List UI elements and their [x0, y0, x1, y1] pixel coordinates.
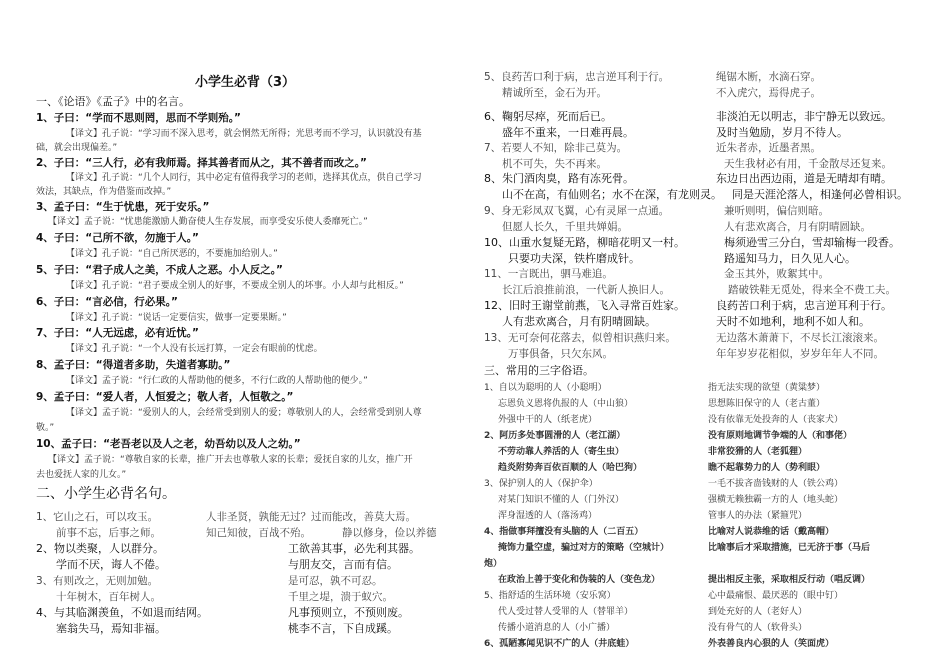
poem-4d: 桃李不言，下自成蹊。: [288, 622, 398, 635]
poem-1e: 静以修身，俭以养德: [342, 527, 437, 539]
saying-2f: 瞧不起靠势力的人（势利眼）: [708, 463, 826, 473]
poem-3b: 是可忍，孰不可忍。: [288, 575, 383, 587]
saying-2a: 2、阿历多处事圆滑的人（老江湖）: [484, 431, 626, 441]
quote-1-translation: 【译文】孔子说：“学习而不深入思考，就会惘然无所得；光思考而不学习，认识就没有基: [66, 129, 422, 139]
pair-9c: 但愿人长久，千里共婵娟。: [502, 221, 628, 233]
pair-8d: 同是天涯沦落人，相逢何必曾相识。: [732, 188, 908, 201]
pair-6c: 盛年不重来，一日难再晨。: [502, 126, 634, 139]
pair-5c: 精诚所至，金石为开。: [502, 87, 607, 99]
pair-10d: 路遥知马力，日久见人心。: [724, 252, 856, 265]
quote-5-translation: 【译文】孔子说：“君子要成全别人的好事，不要成全别人的坏事。小人却与此相反。”: [66, 281, 404, 291]
saying-5d: 到处充好的人（老好人）: [708, 607, 808, 617]
pair-8a: 8、朱门酒肉臭，路有冻死骨。: [484, 172, 634, 185]
saying-1d: 思想陈旧保守的人（老古董）: [708, 399, 826, 409]
saying-3d: 强横无赖独霸一方的人（地头蛇）: [708, 495, 844, 505]
pair-5d: 不入虎穴，焉得虎子。: [716, 87, 821, 99]
quote-2-translation-cont: 效法，其缺点，作为借鉴而改掉。”: [36, 187, 172, 197]
poem-2c: 学而不厌，诲人不倦。: [56, 558, 166, 571]
saying-2b: 没有原则地调节争端的人（和事佬）: [708, 431, 853, 441]
pair-6d: 及时当勉励，岁月不待人。: [716, 126, 848, 139]
saying-3e: 浑身湿透的人（落汤鸡）: [498, 511, 598, 521]
quote-1-translation-cont: 础，就会出现偏差。”: [36, 143, 118, 153]
saying-5a: 5、指舒适的生活环境（安乐窝）: [484, 591, 616, 601]
quote-9-translation: 【译文】孟子说：“爱别人的人，会经常受到别人的爱；尊敬别人的人，会经常受到别人尊: [66, 408, 422, 418]
saying-1c: 忘恩负义恩将仇报的人（中山狼）: [498, 399, 634, 409]
saying-4g: 提出相反主张，采取相反行动（唱反调）: [708, 575, 871, 585]
poem-1c: 前事不忘，后事之师。: [56, 527, 161, 539]
saying-1f: 没有依靠无处投奔的人（丧家犬）: [708, 415, 844, 425]
quote-9: 9、孟子曰：“爱人者，人恒爱之；敬人者，人恒敬之。”: [36, 391, 294, 403]
pair-13d: 年年岁岁花相似，岁岁年年人不同。: [716, 348, 884, 360]
saying-6b: 外表善良内心狠的人（笑面虎）: [708, 639, 835, 649]
poem-1d: 知己知彼，百战不殆。: [206, 527, 311, 539]
poem-4a: 4、与其临渊羡鱼，不如退而结网。: [36, 606, 208, 619]
pair-10c: 只要功夫深，铁杵磨成针。: [508, 252, 640, 265]
saying-4a: 4、指做事拜擅没有头脑的人（二百五）: [484, 527, 644, 537]
saying-1b: 指无法实现的欲望（黄粱梦）: [708, 383, 826, 393]
pair-11d: 踏破铁鞋无觅处，得来全不费工夫。: [728, 284, 896, 296]
quote-3-translation: 【译文】孟子说：“忧患能激励人勤奋使人生存发展，而享受安乐使人委靡死亡。”: [48, 217, 368, 227]
saying-1a: 1、自以为聪明的人（小聪明）: [484, 383, 607, 393]
pair-11c: 长江后浪推前浪，一代新人换旧人。: [502, 284, 670, 296]
pair-7d: 天生我材必有用，千金散尽还复来。: [724, 158, 892, 170]
pair-12d: 天时不如地利，地利不如人和。: [716, 315, 870, 328]
section2-heading: 二、小学生必背名句。: [36, 486, 176, 502]
section1-heading: 一、《论语》《孟子》中的名言。: [36, 95, 190, 108]
saying-4e: 炮）: [484, 559, 503, 569]
saying-2d: 非常狡猾的人（老狐狸）: [708, 447, 808, 457]
saying-5c: 代人受过替人受罪的人（替罪羊）: [498, 607, 634, 617]
poem-1b: 人非圣贤，孰能无过？过而能改，善莫大焉。: [206, 511, 416, 523]
quote-1: 1、子曰：“学而不思则罔，思而不学则殆。”: [36, 112, 241, 124]
quote-9-translation-cont: 敬。”: [36, 423, 55, 433]
poem-3d: 千里之堤，溃于蚁穴。: [288, 591, 393, 603]
saying-3a: 3、保护别人的人（保护伞）: [484, 479, 598, 489]
pair-8b: 东边日出西边雨，道是无晴却有晴。: [716, 172, 892, 185]
pair-10b: 梅须逊雪三分白，雪却输梅一段香。: [724, 236, 900, 249]
saying-3c: 对某门知识不懂的人（门外汉）: [498, 495, 625, 505]
quote-5: 5、子曰：“君子成人之美，不成人之恶。小人反之。”: [36, 264, 283, 276]
quote-7-translation: 【译文】孔子说：“一个人没有长远打算，一定会有眼前的忧虑。: [66, 344, 323, 354]
quote-10-translation: 【译文】孟子说：“尊敬自家的长辈，推广开去也尊敬人家的长辈；爱抚自家的儿女，推广开: [48, 455, 413, 465]
quote-2: 2、子曰：“三人行，必有我师焉。择其善者而从之，其不善者而改之。”: [36, 157, 367, 169]
saying-4d: 比喻事后才采取措施，已无济于事（马后: [708, 543, 871, 553]
saying-1e: 外强中干的人（纸老虎）: [498, 415, 598, 425]
pair-9b: 兼听则明，偏信则暗。: [724, 205, 829, 217]
poem-2a: 2、物以类聚，人以群分。: [36, 542, 164, 555]
saying-4f: 在政治上善于变化和伪装的人（变色龙）: [498, 575, 661, 585]
pair-5b: 绳锯木断，水滴石穿。: [716, 71, 821, 83]
pair-6a: 6、鞠躬尽瘁，死而后已。: [484, 110, 612, 123]
saying-5e: 传播小道消息的人（小广播）: [498, 623, 616, 633]
pair-12a: 12、旧时王谢堂前燕，飞入寻常百姓家。: [484, 299, 685, 312]
quote-3: 3、孟子曰：“生于忧患，死于安乐。”: [36, 201, 210, 213]
saying-2e: 趋炎附势奔百依百顺的人（哈巴狗）: [498, 463, 643, 473]
pair-8c: 山不在高，有仙则名；水不在深，有龙则灵。: [502, 188, 722, 201]
quote-6: 6、子曰：“言必信，行必果。”: [36, 296, 178, 308]
pair-13b: 无边落木萧萧下，不尽长江滚滚来。: [716, 332, 884, 344]
pair-11a: 11、一言既出，驷马难追。: [484, 268, 613, 280]
pair-12b: 良药苦口利于病，忠言逆耳利于行。: [716, 299, 892, 312]
quote-4-translation: 【译文】孔子说：“自己所厌恶的，不要施加给别人。”: [66, 249, 278, 259]
poem-2b: 工欲善其事，必先利其器。: [288, 542, 420, 555]
pair-11b: 金玉其外，败絮其中。: [724, 268, 829, 280]
saying-6a: 6、孤陋寡闻见识不广的人（井底蛙）: [484, 639, 635, 649]
saying-5b: 心中最痛恨、最厌恶的（眼中钉）: [708, 591, 844, 601]
quote-8-translation: 【译文】孟子说：“行仁政的人帮助他的便多，不行仁政的人帮助他的便少。”: [66, 376, 368, 386]
saying-3f: 管事人的办法（紧箍咒）: [708, 511, 808, 521]
saying-4b: 比喻对人说恭维的话（戴高帽）: [708, 527, 835, 537]
quote-10-translation-cont: 去也爱抚人家的儿女。”: [36, 470, 127, 480]
poem-3c: 十年树木，百年树人。: [56, 591, 161, 603]
poem-2d: 与朋友交，言而有信。: [288, 558, 398, 571]
quote-7: 7、子曰：“人无远虑，必有近忧。”: [36, 327, 199, 339]
saying-5f: 没有骨气的人（软骨头）: [708, 623, 808, 633]
pair-9d: 人有悲欢离合，月有阴晴圆缺。: [724, 221, 871, 233]
section3-heading: 三、常用的三字俗语。: [484, 364, 594, 377]
page-title: 小学生必背（3）: [195, 75, 296, 90]
pair-5a: 5、良药苦口利于病，忠言逆耳利于行。: [484, 71, 670, 83]
saying-4c: 掩饰力量空虚，骗过对方的策略（空城计）: [498, 543, 670, 553]
quote-6-translation: 【译文】孔子说：“说话一定要信实，做事一定要果断。”: [66, 313, 287, 323]
saying-2c: 不劳动靠人养活的人（寄生虫）: [498, 447, 625, 457]
pair-7a: 7、若要人不知，除非己莫为。: [484, 142, 628, 154]
quote-10: 10、孟子曰：“老吾老以及人之老，幼吾幼以及人之幼。”: [36, 438, 301, 450]
pair-7c: 机不可失，失不再来。: [502, 158, 607, 170]
pair-13a: 13、无可奈何花落去，似曾相识燕归来。: [484, 332, 676, 344]
pair-6b: 非淡泊无以明志，非宁静无以致远。: [716, 110, 892, 123]
saying-3b: 一毛不拔吝啬钱财的人（铁公鸡）: [708, 479, 844, 489]
pair-9a: 9、身无彩凤双飞翼，心有灵犀一点通。: [484, 205, 670, 217]
poem-4c: 塞翁失马，焉知非福。: [56, 622, 166, 635]
poem-1a: 1、它山之石，可以攻玉。: [36, 511, 159, 523]
poem-3a: 3、有则改之，无则加勉。: [36, 575, 159, 587]
pair-12c: 人有悲欢离合，月有阴晴圆缺。: [502, 315, 656, 328]
pair-7b: 近朱者赤，近墨者黑。: [716, 142, 821, 154]
pair-10a: 10、山重水复疑无路，柳暗花明又一村。: [484, 236, 685, 249]
poem-4b: 凡事预则立，不预则废。: [288, 606, 409, 619]
quote-8: 8、孟子曰：“得道者多助，失道者寡助。”: [36, 359, 231, 371]
quote-4: 4、子曰：“己所不欲，勿施于人。”: [36, 232, 199, 244]
quote-2-translation: 【译文】孔子说：“几个人同行，其中必定有值得我学习的老师，选择其优点，供自己学习: [66, 173, 422, 183]
pair-13c: 万事俱备，只欠东风。: [508, 348, 613, 360]
